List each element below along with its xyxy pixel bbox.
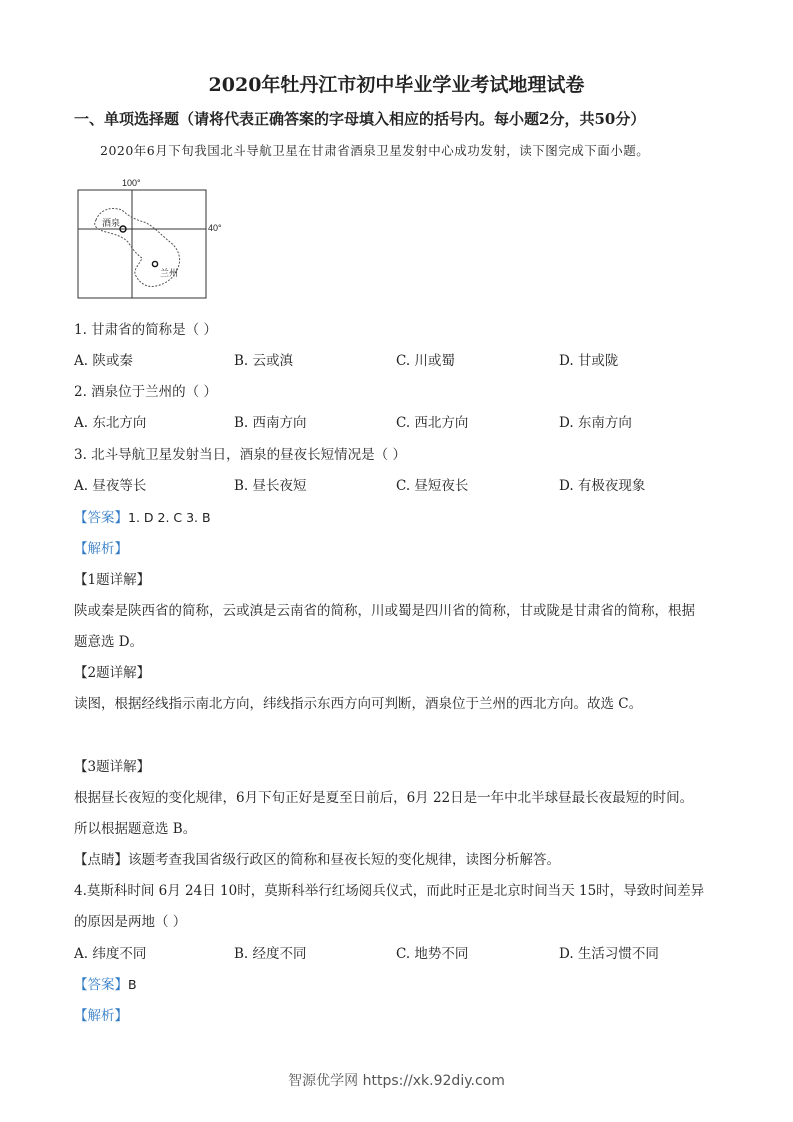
analysis-label-4: 【解析】 <box>74 1008 128 1024</box>
comment-text: 【点睛】该题考查我国省级行政区的简称和昼夜长短的变化规律，读图分析解答。 <box>74 852 560 868</box>
detail-1-line-2: 题意选 D。 <box>74 634 144 650</box>
answer-value: B <box>128 977 137 992</box>
q4-option-b: B. 经度不同 <box>234 946 307 962</box>
detail-3-line-1: 根据昼长夜短的变化规律，6月下旬正好是夏至日前后，6月 22日是一年中北半球昼最长夜最短的时间。 <box>74 790 694 806</box>
lanzhou-marker <box>152 261 157 266</box>
q2-option-b: B. 西南方向 <box>234 415 307 431</box>
q4-option-a: A. 纬度不同 <box>74 946 147 962</box>
answer-label: 【答案】 <box>74 977 128 993</box>
intro-text: 2020年6月下旬我国北斗导航卫星在甘肃省酒泉卫星发射中心成功发射，读下图完成下面小题。 <box>100 143 650 158</box>
answer-value: 1. D 2. C 3. B <box>128 510 211 525</box>
longitude-label: 100° <box>122 178 141 188</box>
q2-option-c: C. 西北方向 <box>396 415 469 431</box>
question-3: 3. 北斗导航卫星发射当日，酒泉的昼夜长短情况是（ ） <box>74 447 406 463</box>
analysis-label-1: 【解析】 <box>74 541 128 557</box>
gansu-map <box>70 176 230 302</box>
footer-watermark: 智源优学网 https://xk.92diy.com <box>288 1073 505 1089</box>
answer-label: 【答案】 <box>74 510 128 526</box>
city-label-jiuquan: 酒泉 <box>102 219 121 229</box>
q3-option-d: D. 有极夜现象 <box>559 478 646 494</box>
detail-3-line-2: 所以根据题意选 B。 <box>74 821 197 837</box>
page-title: 2020年牡丹江市初中毕业学业考试地理试卷 <box>208 74 585 96</box>
detail-1-line-1: 陕或秦是陕西省的简称，云或滇是云南省的简称，川或蜀是四川省的简称，甘或陇是甘肃省的简称，根据 <box>74 603 695 619</box>
question-2: 2. 酒泉位于兰州的（ ） <box>74 384 217 400</box>
latitude-label: 40° <box>208 223 222 233</box>
q2-option-a: A. 东北方向 <box>74 415 147 431</box>
q2-option-d: D. 东南方向 <box>559 415 632 431</box>
detail-3-heading: 【3题详解】 <box>74 759 151 775</box>
answer-row-1 <box>74 506 211 526</box>
q4-option-d: D. 生活习惯不同 <box>559 946 659 962</box>
q1-option-c: C. 川或蜀 <box>396 353 455 369</box>
section-heading: 一、单项选择题（请将代表正确答案的字母填入相应的括号内。每小题2分，共50分） <box>74 110 646 128</box>
answer-row-4 <box>74 973 137 993</box>
question-4-line-2: 的原因是两地（ ） <box>74 914 187 930</box>
detail-2-heading: 【2题详解】 <box>74 665 151 681</box>
detail-2-line-1: 读图，根据经线指示南北方向，纬线指示东西方向可判断，酒泉位于兰州的西北方向。故选 C。 <box>74 696 643 712</box>
q4-option-c: C. 地势不同 <box>396 946 469 962</box>
q3-option-c: C. 昼短夜长 <box>396 478 469 494</box>
q3-option-a: A. 昼夜等长 <box>74 478 147 494</box>
question-4-line-1: 4.莫斯科时间 6月 24日 10时，莫斯科举行红场阅兵仪式，而此时正是北京时间当天 15时，导致时间差异 <box>74 883 705 899</box>
q1-option-a: A. 陕或秦 <box>74 353 133 369</box>
question-1: 1. 甘肃省的简称是（ ） <box>74 322 217 338</box>
q1-option-d: D. 甘或陇 <box>559 353 619 369</box>
city-label-lanzhou: 兰州 <box>160 269 179 279</box>
map-frame <box>78 190 206 298</box>
detail-1-heading: 【1题详解】 <box>74 572 151 588</box>
q1-option-b: B. 云或滇 <box>234 353 294 369</box>
q3-option-b: B. 昼长夜短 <box>234 478 307 494</box>
